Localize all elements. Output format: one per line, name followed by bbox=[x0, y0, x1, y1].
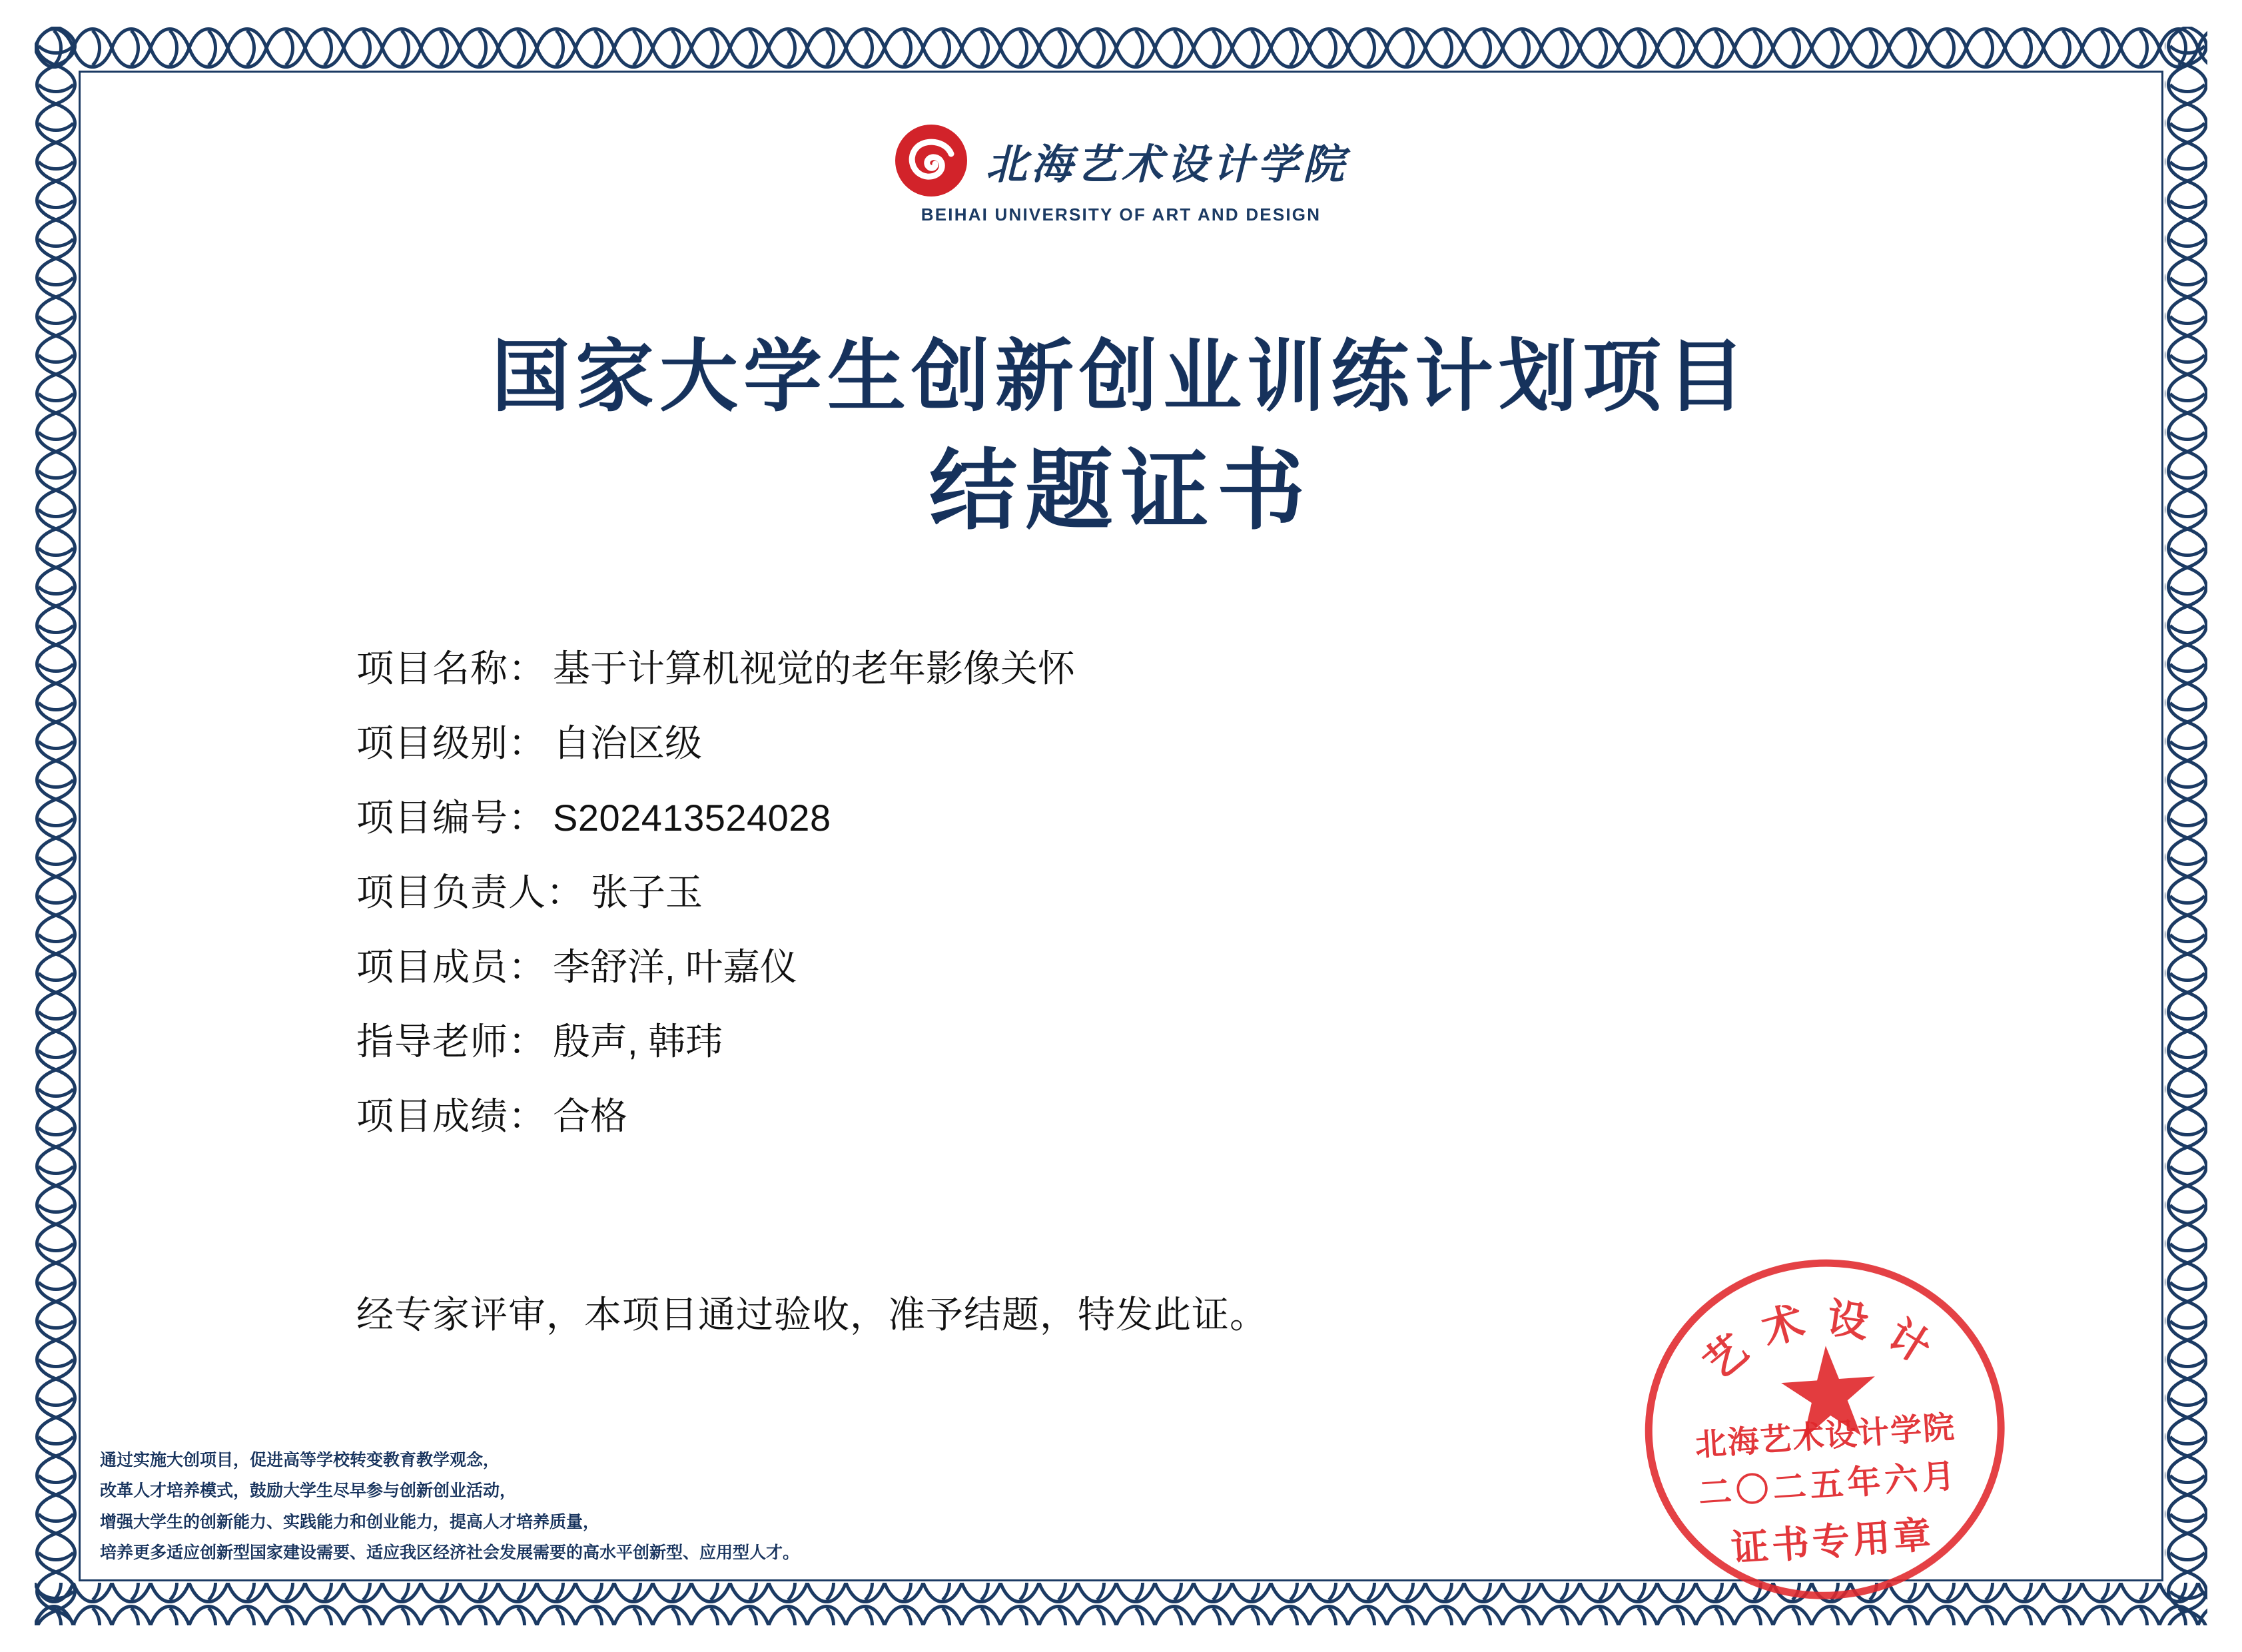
field-project-members bbox=[356, 938, 1888, 986]
official-seal bbox=[1613, 1232, 2051, 1633]
certificate-title-line2: 结题证书 bbox=[929, 442, 1313, 540]
field-advisors bbox=[356, 1013, 1888, 1060]
university-name-cn: 北海艺术设计学院 bbox=[985, 142, 1348, 188]
footnote-line: 增强大学生的创新能力、实践能力和创业能力，提高人才培养质量， bbox=[100, 1513, 600, 1531]
approval-statement: 经专家评审，本项目通过验收，准予结题，特发此证。 bbox=[356, 1294, 1268, 1336]
field-project-grade bbox=[356, 1087, 1888, 1135]
field-project-number bbox=[356, 789, 1888, 837]
field-label: 项目成员： bbox=[356, 946, 546, 988]
field-label: 指导老师： bbox=[356, 1021, 546, 1062]
footnote-block bbox=[100, 1446, 1232, 1569]
certificate-content bbox=[100, 87, 2142, 1570]
field-label: 项目级别： bbox=[356, 722, 546, 764]
footnote-line: 培养更多适应创新型国家建设需要、适应我区经济社会发展需要的高水平创新型、应用型人才。 bbox=[100, 1543, 800, 1562]
footnote-line: 通过实施大创项目，促进高等学校转变教育教学观念， bbox=[100, 1451, 500, 1469]
field-value: 基于计算机视觉的老年影像关怀 bbox=[553, 647, 1075, 689]
seal-organization: 北海艺术设计学院 bbox=[1694, 1410, 1957, 1463]
seal-date: 二〇二五年六月 bbox=[1696, 1456, 1960, 1513]
field-project-leader bbox=[356, 863, 1888, 911]
seal-arc-label: 艺 术 设 计 bbox=[1696, 1296, 1942, 1388]
university-name-en: BEIHAI UNIVERSITY OF ART AND DESIGN bbox=[921, 205, 1321, 224]
field-label: 项目名称： bbox=[356, 647, 546, 689]
seal-type: 证书专用章 bbox=[1730, 1514, 1936, 1570]
field-value: 合格 bbox=[553, 1095, 627, 1137]
field-label: 项目成绩： bbox=[356, 1095, 546, 1137]
field-label: 项目负责人： bbox=[356, 871, 584, 913]
field-list bbox=[356, 639, 1888, 1162]
field-value: 自治区级 bbox=[553, 722, 702, 764]
field-value: S202413524028 bbox=[553, 797, 831, 839]
field-value: 张子玉 bbox=[591, 871, 703, 913]
field-project-name bbox=[356, 639, 1888, 687]
field-project-level bbox=[356, 714, 1888, 762]
footnote-line: 改革人才培养模式，鼓励大学生尽早参与创新创业活动， bbox=[100, 1482, 517, 1501]
swirl-logo-icon bbox=[894, 123, 968, 198]
university-logo-block bbox=[100, 123, 2142, 225]
field-label: 项目编号： bbox=[356, 797, 546, 839]
certificate-title-line1: 国家大学生创新创业训练计划项目 bbox=[491, 334, 1750, 421]
field-value: 殷声, 韩玮 bbox=[553, 1021, 723, 1062]
field-value: 李舒洋, 叶嘉仪 bbox=[553, 946, 798, 988]
logo-row bbox=[894, 123, 1348, 198]
